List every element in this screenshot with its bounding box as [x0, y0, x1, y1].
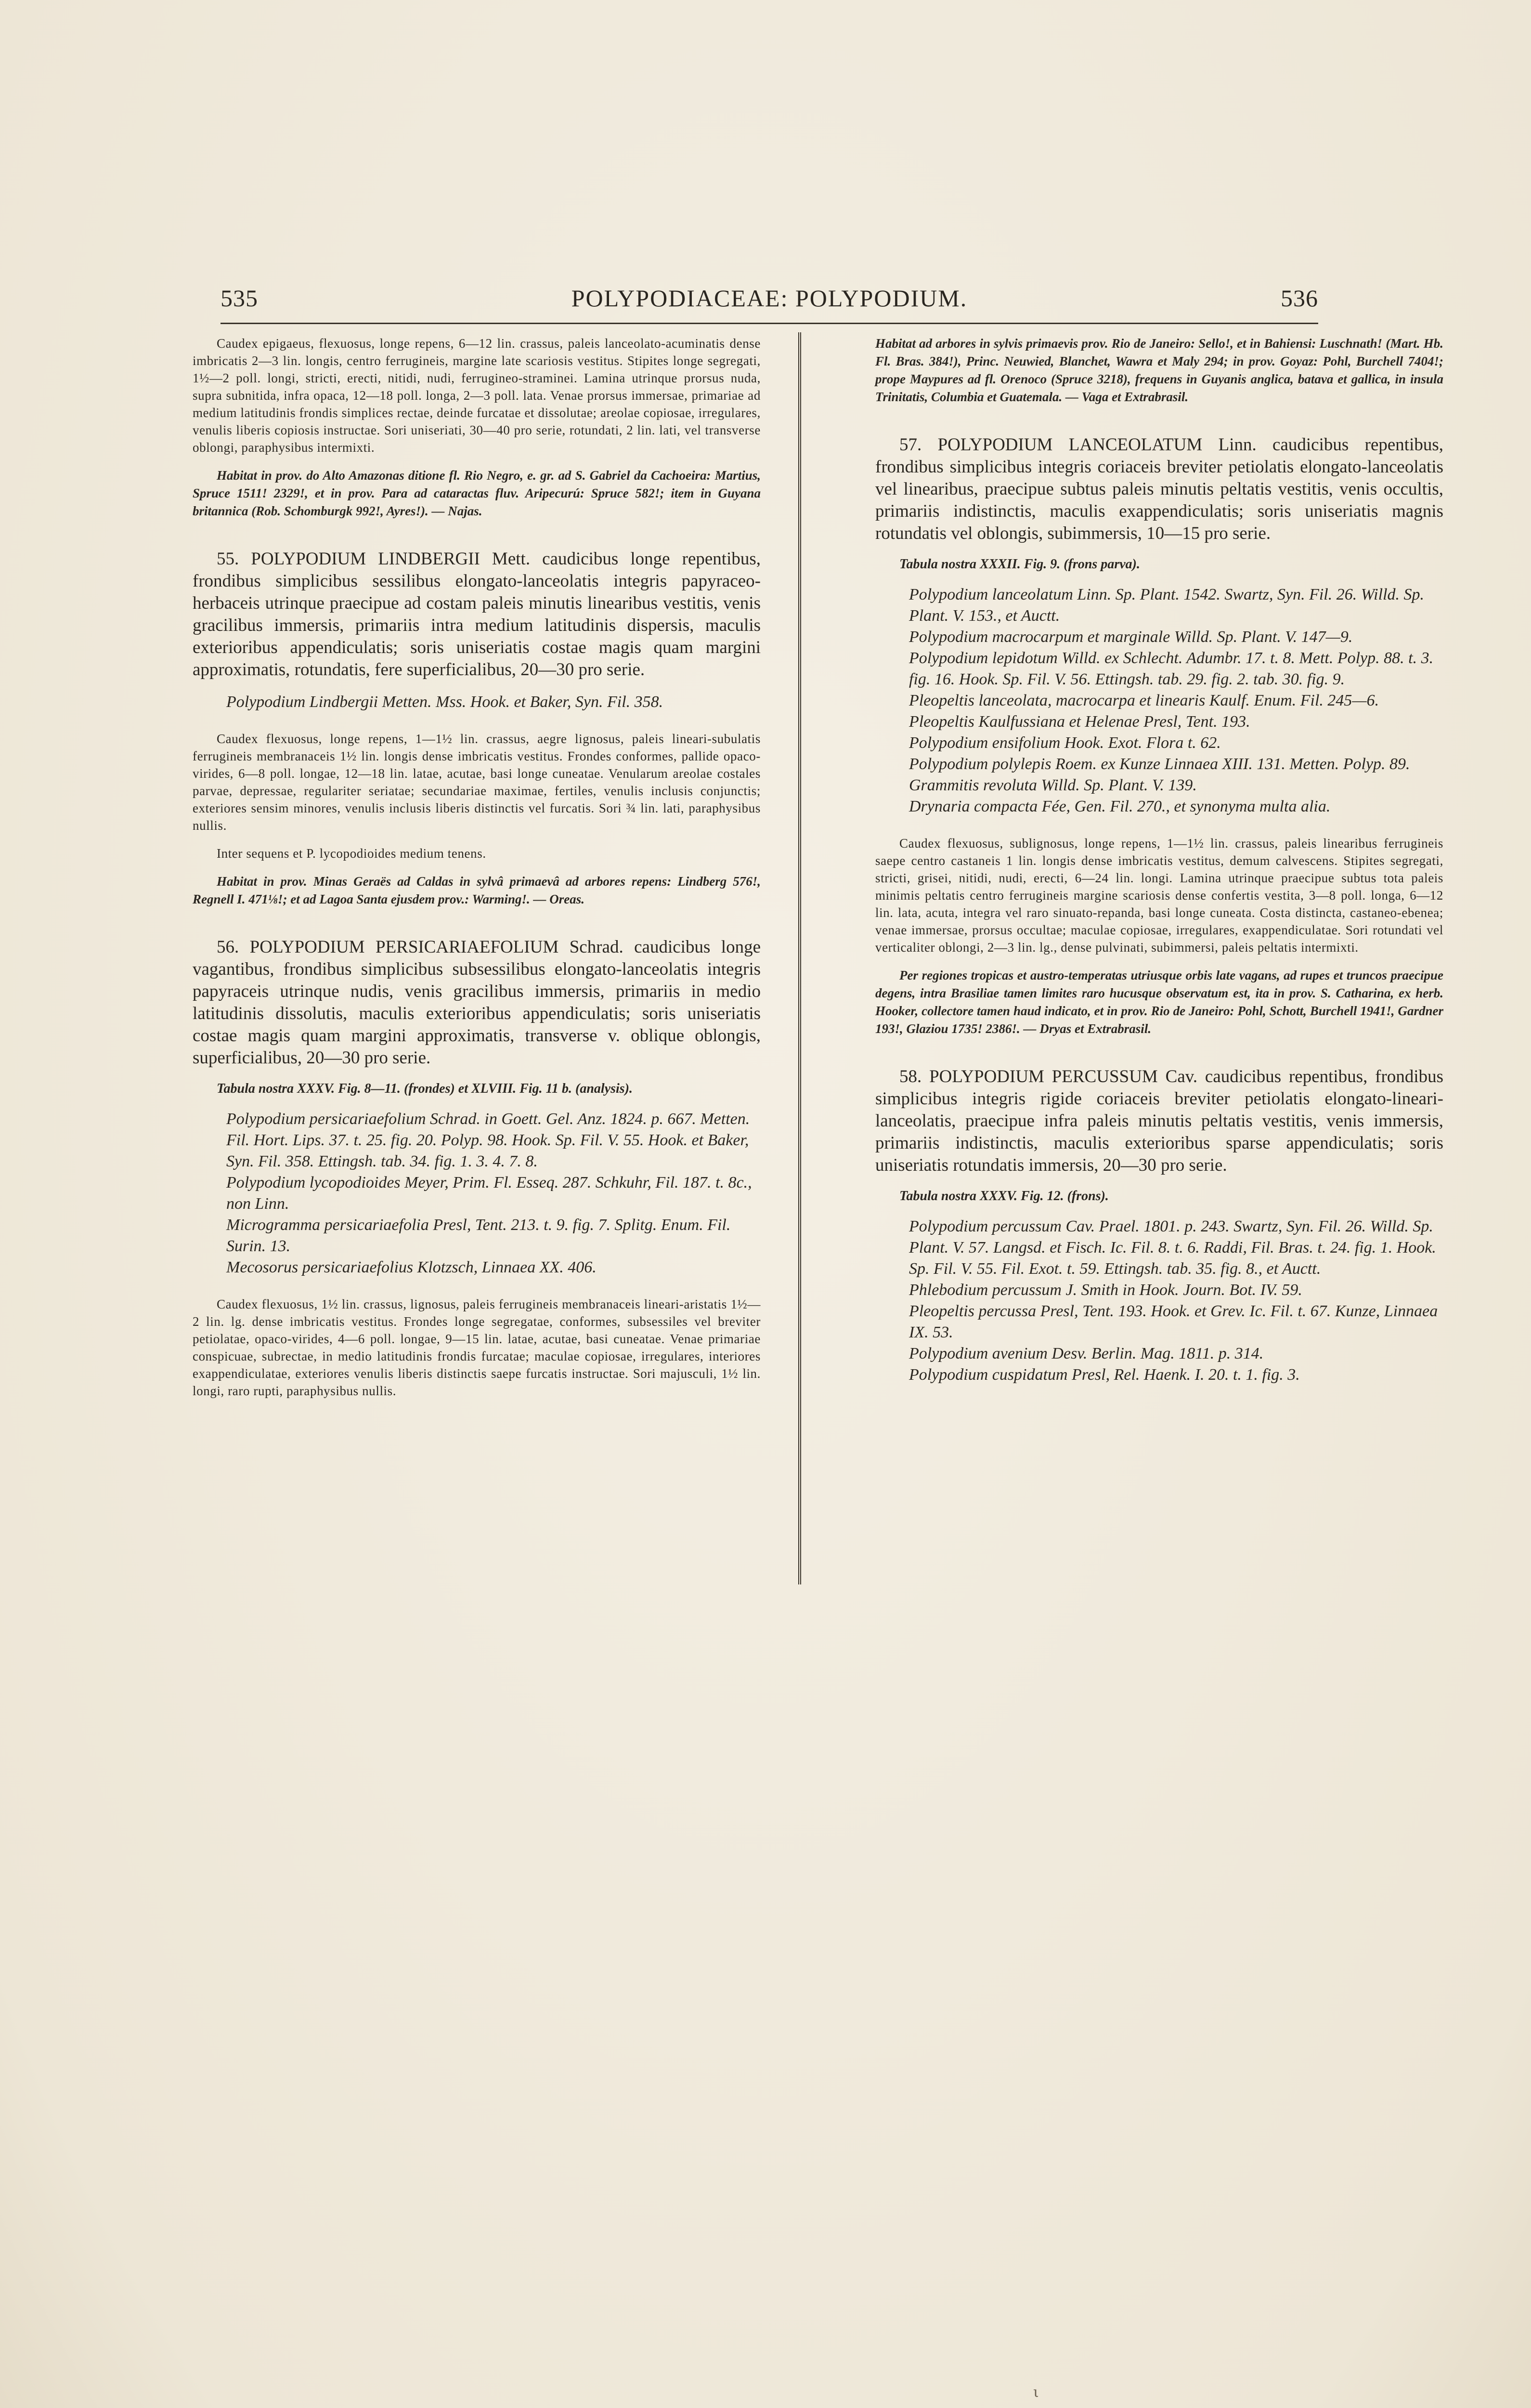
species-58-synonym: Pleopeltis percussa Presl, Tent. 193. Hook. et Grev. Ic. Fil. t. 67. Kunze, Linnaea IX. 53. — [909, 1302, 1438, 1341]
species-54-description: Caudex epigaeus, flexuosus, longe repens, 6—12 lin. crassus, paleis lanceolato-acuminatis dense imbricatis 2—3 lin. longis, centro ferrugineis, margine late scariosis vestitus. Stipites longe segregati, 1½—2 poll. longi, stricti, erecti, nitidi, nudi, ferrugineo-straminei. Lamina utrinque prorsus nuda, supra subnitida, infra opaca, 12—18 poll. longa, 2—3 poll. lata. Venae prorsus immersae, primariae ad medium latitudinis frondis simplices rectae, deinde furcatae et dissolutae; areolae copiosae, irregulares, venulis liberis copiosis instructae. Sori uniseriati, 30—40 pro serie, rotundati, 2 lin. lati, vel transverse oblongi, paraphysibus intermixti. — [193, 336, 761, 455]
page-number-right: 536 — [1281, 285, 1318, 312]
species-56-synonym: Polypodium lycopodioides Meyer, Prim. Fl. Esseq. 287. Schkuhr, Fil. 187. t. 8c., non Linn. — [226, 1174, 752, 1213]
species-57-synonym: Polypodium lanceolatum Linn. Sp. Plant. 1542. Swartz, Syn. Fil. 26. Willd. Sp. Plant. V. 153., et Auctt. — [909, 586, 1425, 625]
header-rule — [221, 323, 1318, 324]
species-56-diagnosis: 56. POLYPODIUM PERSICARIAEFOLIUM Schrad. caudicibus longe vagantibus, frondibus simplicibus subsessilibus elongato-lanceolatis integris papyraceis utrinque nudis, venis gracilibus immersis, primariis in medio latitudinis dissolutis, maculis exterioribus appendiculatis; soris uniseriatis costae magis quam margini approximatis, transverse v. oblique oblongis, superficialibus, 20—30 pro serie. — [193, 937, 761, 1068]
species-58-synonym: Phlebodium percussum J. Smith in Hook. Journ. Bot. IV. 59. — [909, 1281, 1302, 1299]
footer-mark: ι — [1033, 2384, 1039, 2401]
species-57-synonym: Pleopeltis Kaulfussiana et Helenae Presl, Tent. 193. — [909, 713, 1250, 731]
species-56-plate-reference: Tabula nostra XXXV. Fig. 8—11. (frondes) et XLVIII. Fig. 11 b. (analysis). — [217, 1081, 633, 1096]
species-56-synonym: Mecosorus persicariaefolius Klotzsch, Linnaea XX. 406. — [226, 1258, 597, 1276]
species-55-description: Caudex flexuosus, longe repens, 1—1½ lin. crassus, aegre lignosus, paleis lineari-subulatis ferrugineis membranaceis 1½ lin. longis dense imbricatis vestitus. Frondes conformes, pallide opaco-virides, 6—8 poll. longae, 12—18 lin. latae, acutae, basi longe cuneatae. Venularum areolae costales parvae, depressae, regulariter seriatae; secundariae maximae, fertiles, venulis inclusis conjunctis; exteriores sensim minores, venulis inclusis liberis distinctis vel furcatis. Sori ¾ lin. lati, paraphysibus nullis. — [193, 732, 761, 833]
species-56-habitat: Habitat ad arbores in sylvis primaevis prov. Rio de Janeiro: Sello!, et in Bahiensi: Luschnath! (Mart. Hb. Fl. Bras. 384!), Princ. Neuwied, Blanchet, Wawra et Maly 294; in prov. Goyaz: Pohl, Burchell 7404!; prope Maypures ad fl. Orenoco (Spruce 3218), frequens in Guyanis anglica, batava et gallica, in insula Trinitatis, Columbia et Guatemala. — Vaga et Extrabrasil. — [875, 336, 1443, 404]
species-58-synonym: Polypodium percussum Cav. Prael. 1801. p. 243. Swartz, Syn. Fil. 26. Willd. Sp. Plant. V. 57. Langsd. et Fisch. Ic. Fil. 8. t. 6. Raddi, Fil. Bras. t. 24. fig. 1. Hook. Sp. Fil. V. 55. Fil. Exot. t. 59. Ettingsh. tab. 35. fig. 8., et Auctt. — [909, 1217, 1436, 1278]
species-58-diagnosis: 58. POLYPODIUM PERCUSSUM Cav. caudicibus repentibus, frondibus simplicibus integris rigide coriaceis breviter petiolatis elongato-lineari-lanceolatis, praecipue infra paleis minutis peltatis vestitis, venis immersis, primariis indistinctis, maculis exterioribus sparse appendiculatis; soris uniseriatis rotundatis immersis, 20—30 pro serie. — [875, 1067, 1443, 1175]
species-57-synonym: Pleopeltis lanceolata, macrocarpa et linearis Kaulf. Enum. Fil. 245—6. — [909, 692, 1379, 709]
species-56-synonym: Polypodium persicariaefolium Schrad. in Goett. Gel. Anz. 1824. p. 667. Metten. Fil. Hort. Lips. 37. t. 25. fig. 20. Polyp. 98. Hook. Sp. Fil. V. 55. Hook. et Baker, Syn. Fil. 358. Ettingsh. tab. 34. fig. 1. 3. 4. 7. 8. — [226, 1110, 750, 1170]
species-57-diagnosis: 57. POLYPODIUM LANCEOLATUM Linn. caudicibus repentibus, frondibus simplicibus integris coriaceis breviter petiolatis elongato-lanceolatis vel linearibus, praecipue subtus paleis minutis peltatis vestitis, venis occultis, primariis indistinctis, maculis exappendiculatis; soris uniseriatis magnis rotundatis vel oblongis, subimmersis, 10—15 pro serie. — [875, 435, 1443, 543]
species-57-description: Caudex flexuosus, sublignosus, longe repens, 1—1½ lin. crassus, paleis linearibus ferrugineis saepe centro castaneis 1 lin. longis dense imbricatis vestitus, demum calvescens. Stipites segregati, stricti, grisei, nitidi, nudi, erecti, 6—24 lin. longi. Lamina utrinque praecipue subtus tota paleis minimis peltatis centro ferrugineis margine scariosis dense confertis vestita, 3—8 poll. longa, 6—12 lin. lata, acuta, integra vel raro sinuato-repanda, basi longe cuneata. Costa distincta, castaneo-ebenea; venae immersae, prorsus occultae; maculae copiosae, irregulares, exappendiculatae. Sori rotundati vel verticaliter oblongi, 2—3 lin. lg., dense pulvinati, subimmersi, paleis peltatis intermixti. — [875, 836, 1443, 955]
species-57-synonym: Polypodium lepidotum Willd. ex Schlecht. Adumbr. 17. t. 8. Mett. Polyp. 88. t. 3. fig. 16. Hook. Sp. Fil. V. 56. Ettingsh. tab. 29. fig. 2. tab. 30. fig. 9. — [909, 649, 1434, 688]
species-57-synonym: Polypodium ensifolium Hook. Exot. Flora t. 62. — [909, 734, 1221, 752]
species-57-synonym: Drynaria compacta Fée, Gen. Fil. 270., et synonyma multa alia. — [909, 798, 1331, 815]
species-55-habitat: Habitat in prov. Minas Geraës ad Caldas in sylvâ primaevâ ad arbores repens: Lindberg 576!, Regnell I. 471⅛!; et ad Lagoa Santa ejusdem prov.: Warming!. — Oreas. — [193, 874, 761, 906]
left-column — [193, 335, 761, 1400]
species-58-synonym: Polypodium cuspidatum Presl, Rel. Haenk. I. 20. t. 1. fig. 3. — [909, 1366, 1300, 1384]
species-56-synonym: Microgramma persicariaefolia Presl, Tent. 213. t. 9. fig. 7. Splitg. Enum. Fil. Surin. 13. — [226, 1216, 731, 1255]
species-57-plate-reference: Tabula nostra XXXII. Fig. 9. (frons parva). — [899, 557, 1140, 572]
right-column — [875, 335, 1443, 1386]
species-56-description: Caudex flexuosus, 1½ lin. crassus, lignosus, paleis ferrugineis membranaceis lineari-aristatis 1½—2 lin. lg. dense imbricatis vestitus. Frondes longe segregatae, conformes, subsessiles vel breviter petiolatae, opaco-virides, 4—6 poll. longae, 9—15 lin. latae, acutae, basi cuneatae. Venae primariae conspicuae, subrectae, in medio latitudinis frondis furcatae; maculae copiosae, irregulares, interiores exappendiculatae, exteriores venulis liberis distinctis saepe furcatis instructae. Sori majusculi, 1½ lin. longi, raro rupti, paraphysibus nullis. — [193, 1297, 761, 1398]
running-title: POLYPODIACEAE: POLYPODIUM. — [571, 285, 968, 312]
species-58-synonym: Polypodium avenium Desv. Berlin. Mag. 1811. p. 314. — [909, 1345, 1264, 1362]
species-57-synonym: Polypodium polylepis Roem. ex Kunze Linnaea XIII. 131. Metten. Polyp. 89. — [909, 755, 1410, 773]
species-55-diagnosis: 55. POLYPODIUM LINDBERGII Mett. caudicibus longe repentibus, frondibus simplicibus sessilibus elongato-lanceolatis integris papyraceo-herbaceis utrinque praecipue ad costam paleis minutis linearibus vestitis, venis gracilibus immersis, primariis intra medium latitudinis dispersis, maculis exterioribus appendiculatis; soris uniseriatis costae magis quam margini approximatis, rotundatis, fere superficialibus, 20—30 pro serie. — [193, 549, 761, 680]
page-number-left: 535 — [221, 285, 258, 312]
species-58-plate-reference: Tabula nostra XXXV. Fig. 12. (frons). — [899, 1189, 1109, 1204]
species-57-habitat: Per regiones tropicas et austro-temperatas utriusque orbis late vagans, ad rupes et truncos praecipue degens, intra Brasiliae tamen limites raro hucusque observatum est, ita in prov. S. Catharina, ex herb. Hooker, collectore tamen haud indicato, et in prov. Rio de Janeiro: Pohl, Schott, Burchell 1941!, Gardner 193!, Glaziou 1735! 2386!. — Dryas et Extrabrasil. — [875, 968, 1443, 1036]
species-57-synonym: Grammitis revoluta Willd. Sp. Plant. V. 139. — [909, 776, 1197, 794]
species-55-synonym: Polypodium Lindbergii Metten. Mss. Hook. et Baker, Syn. Fil. 358. — [226, 693, 663, 711]
species-55-note: Inter sequens et P. lycopodioides medium tenens. — [217, 846, 486, 861]
running-header — [221, 284, 1318, 318]
species-54-habitat: Habitat in prov. do Alto Amazonas ditione fl. Rio Negro, e. gr. ad S. Gabriel da Cachoeira: Martius, Spruce 1511! 2329!, et in prov. Para ad cataractas fluv. Aripecurú: Spruce 582!; item in Guyana britannica (Rob. Schomburgk 992!, Ayres!). — Najas. — [193, 468, 761, 518]
species-57-synonym: Polypodium macrocarpum et marginale Willd. Sp. Plant. V. 147—9. — [909, 628, 1353, 646]
column-divider — [798, 332, 801, 1584]
